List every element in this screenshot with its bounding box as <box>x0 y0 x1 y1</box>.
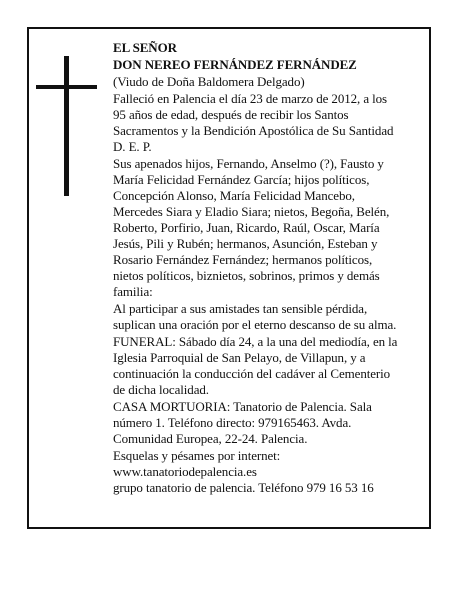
mortuary-line: Comunidad Europea, 22-24. Palencia. <box>113 431 308 446</box>
death-line: 95 años de edad, después de recibir los Santos <box>113 107 349 122</box>
mortuary-line: número 1. Teléfono directo: 979165463. Avda. <box>113 415 352 430</box>
family-line: Jesús, Pili y Rubén; hermanos, Asunción, Esteban y <box>113 236 378 251</box>
death-line: Sacramentos y la Bendición Apostólica de Su Santidad <box>113 123 394 138</box>
request-line: suplican una oración por el eterno descanso de su alma. <box>113 317 397 332</box>
phone-line: grupo tanatorio de palencia. Teléfono 979 16 53 16 <box>113 480 374 495</box>
family-line: Sus apenados hijos, Fernando, Anselmo (?), Fausto y <box>113 156 384 171</box>
family-line: Rosario Fernández Fernández; hermanos políticos, <box>113 252 373 267</box>
family-line: Roberto, Porfirio, Juan, Ricardo, Raúl, Oscar, María <box>113 220 380 235</box>
website-text: www.tanatoriodepalencia.es <box>113 464 257 479</box>
mortuary-line: CASA MORTUORIA: Tanatorio de Palencia. Sala <box>113 399 372 414</box>
funeral-line: de dicha localidad. <box>113 382 209 397</box>
funeral-line: FUNERAL: Sábado día 24, a la una del mediodía, en la <box>113 334 398 349</box>
family-line: nietos políticos, biznietos, sobrinos, primos y demás <box>113 268 380 283</box>
death-line: Falleció en Palencia el día 23 de marzo de 2012, a los <box>113 91 388 106</box>
cross-horizontal-bar <box>36 85 97 89</box>
request-line: Al participar a sus amistades tan sensible pérdida, <box>113 301 368 316</box>
online-line: Esquelas y pésames por internet: <box>113 448 281 463</box>
cross-vertical-bar <box>64 56 69 196</box>
deceased-name: DON NEREO FERNÁNDEZ FERNÁNDEZ <box>113 57 357 72</box>
obituary-title: EL SEÑOR <box>113 40 177 55</box>
deceased-subtitle: (Viudo de Doña Baldomera Delgado) <box>113 74 305 89</box>
family-line: familia: <box>113 284 153 299</box>
funeral-line: continuación la conducción del cadáver al Cementerio <box>113 366 391 381</box>
obituary-text <box>113 40 425 496</box>
funeral-line: Iglesia Parroquial de San Pelayo, de Villapun, y a <box>113 350 366 365</box>
family-line: Concepción Alonso, María Felicidad Mancebo, <box>113 188 355 203</box>
death-line: D. E. P. <box>113 139 152 154</box>
family-line: Mercedes Siara y Eladio Siara; nietos, Begoña, Belén, <box>113 204 390 219</box>
family-line: María Felicidad Fernández García; hijos políticos, <box>113 172 370 187</box>
